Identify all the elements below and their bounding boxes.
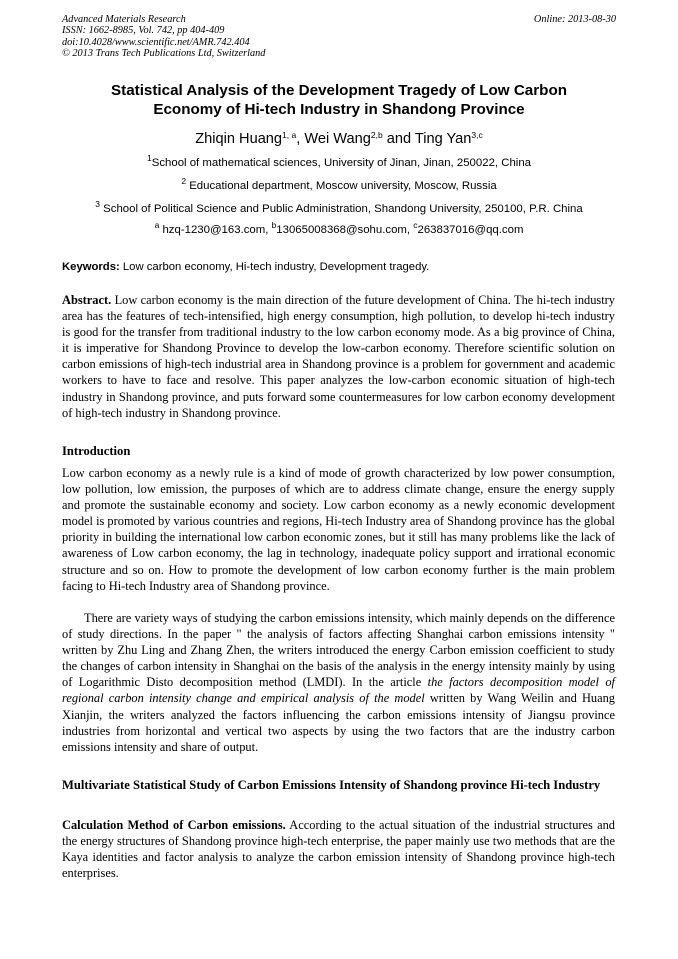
email-link[interactable]: hzq-1230@163.com, (159, 224, 272, 236)
affiliation-marker: 3 (95, 199, 101, 209)
paper-title (60, 81, 618, 119)
author-emails (40, 220, 638, 237)
abstract (62, 292, 615, 421)
issn-line: ISSN: 1662-8985, Vol. 742, pp 404-409 (62, 25, 225, 37)
title-line-1: Statistical Analysis of the Development Tragedy of Low Carbon (111, 82, 567, 99)
affiliation-marker: 1 (147, 153, 152, 163)
abstract-text: Low carbon economy is the main direction of the future development of China. The hi-tech industry area has the features of tech-intensified, high energy consumption, high pollution, to develop hi-tech industry is good for the transfer from traditional industry to the low carbon economy mode. As a big province of China, it is imperative for Shandong Province to develop the low-carbon economy. Therefore scientific solution on carbon emissions of high-tech industrial area in Shandong province is a problem for government and academic workers to have to face and resolve. This paper analyzes the low-carbon economic situation of high-tech industry in Shandong province, and puts forward some countermeasures for low carbon economy development of high-tech industry in Shandong province. (62, 293, 615, 420)
author-name: Wei Wang (304, 131, 371, 147)
section-heading-multivariate: Multivariate Statistical Study of Carbon Emissions Intensity of Shandong province Hi-tech Industry (62, 778, 601, 792)
paragraph-text: According to the actual situation of the industrial structures and the energy structures of Shandong province high-tech enterprise, the paper mainly use two methods that are the Kaya identities and factor analysis to analyze the carbon emission intensity of Shandong province high-tech enterprises. (62, 818, 615, 881)
email-marker: c (413, 220, 418, 230)
email-marker: a (154, 220, 160, 230)
copyright-line: © 2013 Trans Tech Publications Ltd, Switzerland (62, 48, 266, 60)
keywords-label: Keywords: (62, 261, 120, 273)
paragraph-italic-title: the factors decomposition model of regional carbon intensity change and empirical analysis of the model (62, 675, 615, 706)
affiliation-text: Educational department, Moscow university, Moscow, Russia (186, 180, 497, 192)
author-superscript: 1, a (282, 130, 297, 140)
affiliation-3 (40, 199, 638, 216)
email-marker: b (271, 220, 277, 230)
journal-name: Advanced Materials Research (62, 14, 186, 25)
affiliation-text: School of Political Science and Public Administration, Shandong University, 250100, P.R. China (100, 203, 583, 215)
author-list (60, 130, 618, 148)
doi-line: doi:10.4028/www.scientific.net/AMR.742.404 (62, 36, 250, 48)
author-superscript: 2,b (370, 130, 383, 140)
author-name: Ting Yan (414, 131, 472, 147)
keywords-text: Low carbon economy, Hi-tech industry, Development tragedy. (119, 261, 430, 273)
intro-paragraph-2 (62, 610, 615, 755)
online-date: Online: 2013-08-30 (533, 14, 616, 25)
paragraph-text: written by Wang Weilin and Huang Xianjin, the writers analyzed the factors influencing the carbon emissions intensity of Jiangsu province industries from horizontal and vertical two aspects by using the two factors that are the industry carbon emissions intensity and share of output. (62, 691, 615, 754)
affiliation-marker: 2 (181, 176, 187, 186)
section-heading-introduction: Introduction (62, 444, 131, 458)
paragraph-text: There are variety ways of studying the carbon emissions intensity, which mainly depends on the difference of study directions. In the paper " the analysis of factors affecting Shanghai carbon emissions intensity " written by Zhu Ling and Zhang Zhen, the writers introduced the energy Carbon emission coefficient to study the changes of carbon intensity in Shanghai on the basis of the analysis in the energy intensity mainly by using of Logarithmic Disto decomposition method (LMDI). In the article (62, 611, 615, 690)
author-separator: and (382, 131, 415, 147)
email-link[interactable]: 13065008368@sohu.com, (276, 224, 414, 236)
intro-paragraph-1: Low carbon economy as a newly rule is a kind of mode of growth characterized by low power consumption, low pollution, low emission, the purposes of which are to address climate change, ensure the energy supply and promote the sustainable economy and society. Low carbon economy as a newly economic development model is promoted by various countries and regions, Hi-tech Industry area of Shandong province has the global priority in building the international low carbon economic zones, but it still has many problems like the lack of awareness of Low carbon economy, the lag in technology, inadequate policy support and irrational economic structure and so on. How to promote the development of low carbon economy further is the main problem facing to Hi-tech Industry area of Shandong province. (62, 466, 615, 593)
author-name: Zhiqin Huang (195, 131, 283, 147)
affiliation-2 (40, 176, 638, 193)
author-separator: , (296, 131, 305, 147)
affiliation-text: School of mathematical sciences, University of Jinan, Jinan, 250022, China (151, 157, 531, 169)
email-link[interactable]: 263837016@qq.com (417, 224, 524, 236)
title-line-2: Economy of Hi-tech Industry in Shandong Province (153, 101, 525, 118)
calculation-method-paragraph (62, 817, 615, 881)
keywords (62, 260, 622, 274)
author-superscript: 3,c (471, 130, 483, 140)
subsection-label: Calculation Method of Carbon emissions. (62, 818, 286, 832)
abstract-label: Abstract. (62, 293, 112, 307)
journal-header (62, 14, 616, 60)
affiliation-1 (40, 153, 638, 170)
